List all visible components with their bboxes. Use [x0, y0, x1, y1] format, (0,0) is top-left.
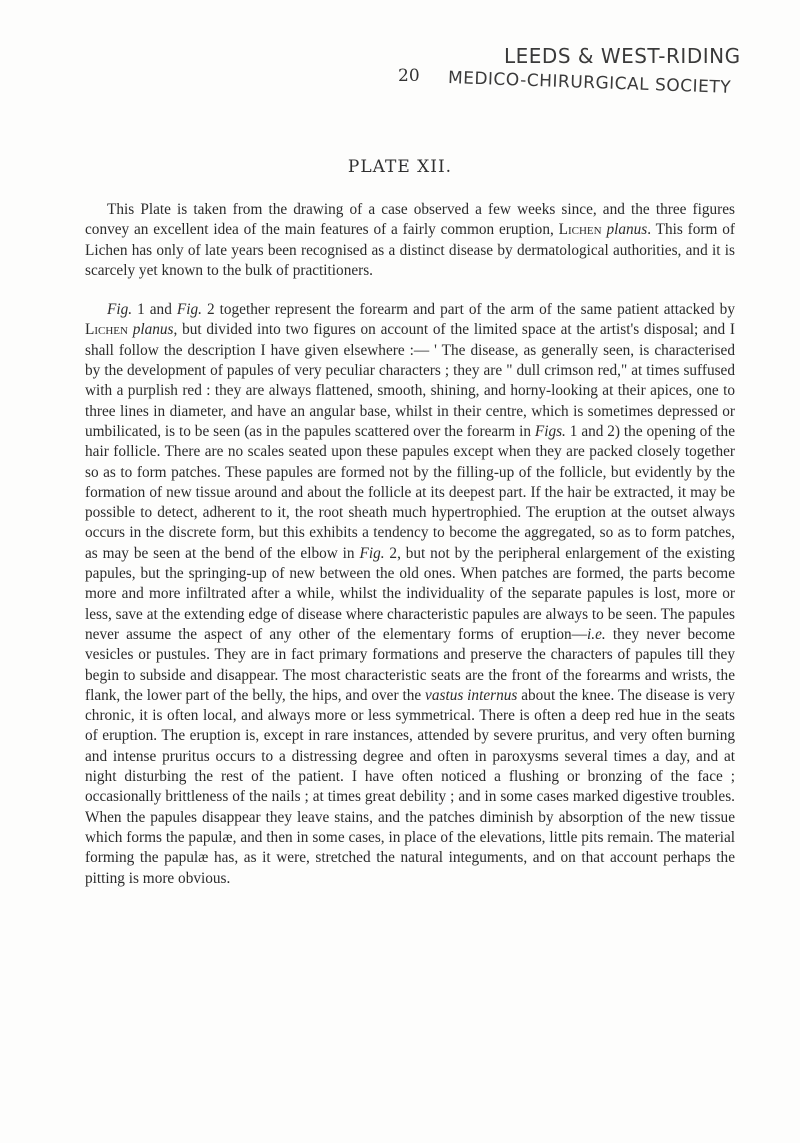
text-run: about the knee. The disease is very chronic, it is often local, and always more or less symmetrical. There is often a deep red hue in the seats of eruption. The eruption is, except in rare instances, attended by severe pruritus, and very often burning and intense pruritus occurs to a distressing degree and often in paroxysms several times a day, and at night disturbing the rest of the patient. I have often noticed a flushing or bronzing of the face ; occasionally brittleness of the nails ; at times great debility ; and in some cases marked digestive troubles. When the papules disappear they leave stains, and the patches diminish by absorption of the new tissue which forms the papulæ, and then in some cases, in place of the elevations, little pits remain. The material forming the papulæ has, as it were, stretched the natural integuments, and on that account perhaps the pitting is more obvious. — [85, 686, 735, 887]
italic-run: planus — [132, 321, 174, 339]
stamp-line-2: MEDICO-CHIRURGICAL SOCIETY — [447, 68, 732, 98]
page-number: 20 — [398, 66, 420, 86]
italic-run: Fig. — [359, 544, 385, 562]
body-text — [85, 200, 735, 889]
stamp-line-1: LEEDS & WEST-RIDING — [504, 44, 741, 68]
plate-title: PLATE XII. — [347, 157, 453, 177]
italic-run: vastus internus — [425, 686, 518, 704]
text-run: . This form of Lichen has only of late years been recognised as a distinct disease by dermatological authorities, and it is scarcely yet known to the bulk of practitioners. — [85, 221, 735, 279]
italic-run: Figs. — [534, 422, 566, 440]
italic-run: Fig. — [176, 301, 202, 319]
text-run: 2 together represent the forearm and part of the arm of the same patient attacked by — [201, 301, 735, 319]
text-run: 2, but not by the peripheral enlargement of the existing papules, but the springing-up of new between the old ones. When patches are formed, the parts become more and more infiltrated after a while, whilst the individuality of the separate papules is lost, more or less, save at the extending edge of disease where characteristic papules are always to be seen. The papules never assume the aspect of any other of the elementary forms of eruption— — [85, 544, 735, 643]
italic-run: planus — [606, 221, 648, 239]
text-run: This Plate is taken from the drawing of a case observed a few weeks since, and the three figures convey an excellent idea of the main features of a fairly common eruption, — [85, 201, 735, 239]
italic-run: i.e. — [587, 625, 606, 643]
paragraph-1 — [85, 200, 735, 281]
smallcaps-run: Lichen — [558, 221, 602, 239]
text-run: 1 and 2) the opening of the hair follicle. There are no scales seated upon these papules except when they are packed closely together so as to form patches. These papules are formed not by the filling-up of the follicle, but evidently by the formation of new tissue around and about the follicle at its deepest part. If the hair be extracted, it may be possible to detect, adherent to it, the root sheath much hypertrophied. The eruption at the outset always occurs in the discrete form, but this exhibits a tendency to become the aggregated, so as to form patches, as may be seen at the bend of the elbow in — [85, 422, 735, 562]
text-run: 1 and — [132, 301, 177, 319]
text-run: , but divided into two figures on account of the limited space at the artist's disposal; and I shall follow the description I have given elsewhere :— ' The disease, as generally seen, is characterised by the development of papules of very peculiar characters ; they are " dull crimson red," at times suffused with a purplish red : they are always flattened, smooth, shining, and horny-looking at their apices, one to three lines in diameter, and have an angular base, whilst in their centre, which is sometimes depressed or umbilicated, is to be seen (as in the papules scattered over the forearm in — [85, 321, 735, 440]
paragraph-2 — [85, 300, 735, 889]
smallcaps-run: Lichen — [85, 321, 128, 339]
text-run: they never become vesicles or pustules. They are in fact primary formations and preserve the characters of papules till they begin to subside and disappear. The most characteristic seats are the front of the forearms and wrists, the flank, the lower part of the belly, the hips, and over the — [85, 625, 736, 704]
italic-run: Fig. — [107, 301, 133, 319]
